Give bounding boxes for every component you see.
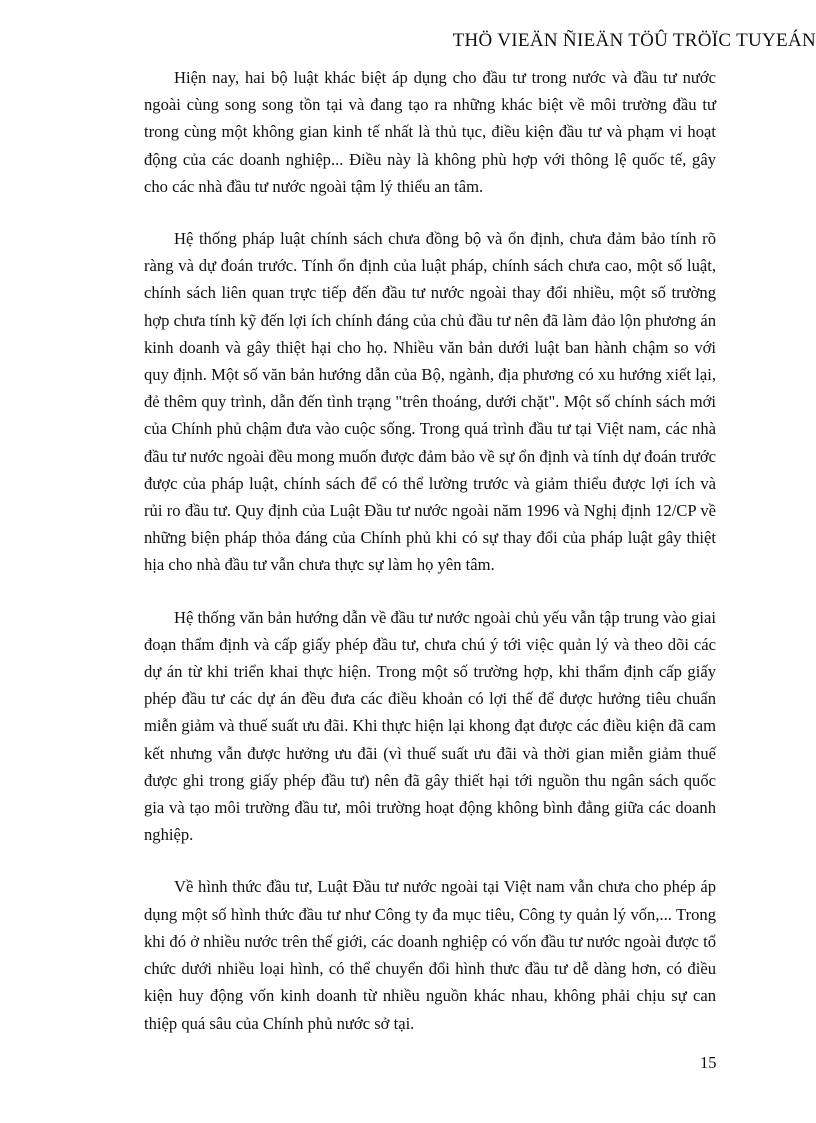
paragraph-3: Hệ thống văn bản hướng dẫn về đầu tư nước ngoài chủ yếu vẫn tập trung vào giai đoạn thẩm định và cấp giấy phép đầu tư, chưa chú ý tới việc quản lý và theo dõi các dự án từ khi triển khai thực hiện. Trong một số trường hợp, khi thẩm định cấp giấy phép đầu tư các dự án đều đưa các điều khoản có lợi thế để được hưởng tiêu chuẩn miễn giảm và thuế suất ưu đãi. Khi thực hiện lại khong đạt được các điều kiện đã cam kết nhưng vẫn được hưởng ưu đãi (vì thuế suất ưu đãi và thời gian miễn giảm thuế được ghi trong giấy phép đầu tư) nên đã gây thiết hại tới nguồn thu ngân sách quốc gia và tạo môi trường đầu tư, môi trường hoạt động không bình đẳng giữa các doanh nghiệp. [144,607,716,845]
page-header-title: THÖ VIEÄN ÑIEÄN TÖÛ TRÖÏC TUYEÁN [452,30,816,51]
page-number: 15 [700,1053,717,1072]
document-body [144,64,716,1062]
paragraph-4: Về hình thức đầu tư, Luật Đầu tư nước ngoài tại Việt nam vẫn chưa cho phép áp dụng một số hình thức đầu tư như Công ty đa mục tiêu, Công ty quản lý vốn,... Trong khi đó ở nhiều nước trên thế giới, các doanh nghiệp có vốn đầu tư nước ngoài được tổ chức dưới nhiều loại hình, có thể chuyển đổi hình thưc đầu tư dễ dàng hơn, có điều kiện huy động vốn kinh doanh từ nhiều nguồn khác nhau, không phải chịu sự can thiệp quá sâu của Chính phủ nước sở tại. [144,877,716,1033]
paragraph-1: Hiện nay, hai bộ luật khác biệt áp dụng cho đầu tư trong nước và đầu tư nước ngoài cùng song song tồn tại và đang tạo ra những khác biệt về môi trường đầu tư trong cùng một không gian kinh tế nhất là thủ tục, điều kiện đầu tư và phạm vi hoạt động của các doanh nghiệp... Điều này là không phù hợp với thông lệ quốc tế, gây cho các nhà đầu tư nước ngoài tậm lý thiếu an tâm. [144,68,716,196]
paragraph-2: Hệ thống pháp luật chính sách chưa đồng bộ và ổn định, chưa đảm bảo tính rõ ràng và dự đoán trước. Tính ổn định của luật pháp, chính sách chưa cao, một số luật, chính sách liên quan trực tiếp đến đầu tư nước ngoài thay đổi nhiều, một số trường hợp chưa tính kỹ đến lợi ích chính đáng của chủ đầu tư nên đã làm đảo lộn phương án kinh doanh và gây thiệt hại cho họ. Nhiều văn bản dưới luật ban hành chậm so với quy định. Một số văn bản hướng dẫn của Bộ, ngành, địa phương có xu hướng xiết lại, đẻ thêm quy trình, dẫn đến tình trạng "trên thoáng, dưới chặt". Một số chính sách mới của Chính phủ chậm đưa vào cuộc sống. Trong quá trình đầu tư tại Việt nam, các nhà đầu tư nước ngoài đều mong muốn được đảm bảo về sự ổn định và tính dự đoán trước được của pháp luật, chính sách để có thể lường trước và giảm thiểu được lợi ích và rủi ro đầu tư. Quy định của Luật Đầu tư nước ngoài năm 1996 và Nghị định 12/CP về những biện pháp thỏa đáng của Chính phủ khi có sự thay đổi của pháp luật gây thiệt hịa cho nhà đầu tư vẫn chưa thực sự làm họ yên tâm. [144,229,716,575]
